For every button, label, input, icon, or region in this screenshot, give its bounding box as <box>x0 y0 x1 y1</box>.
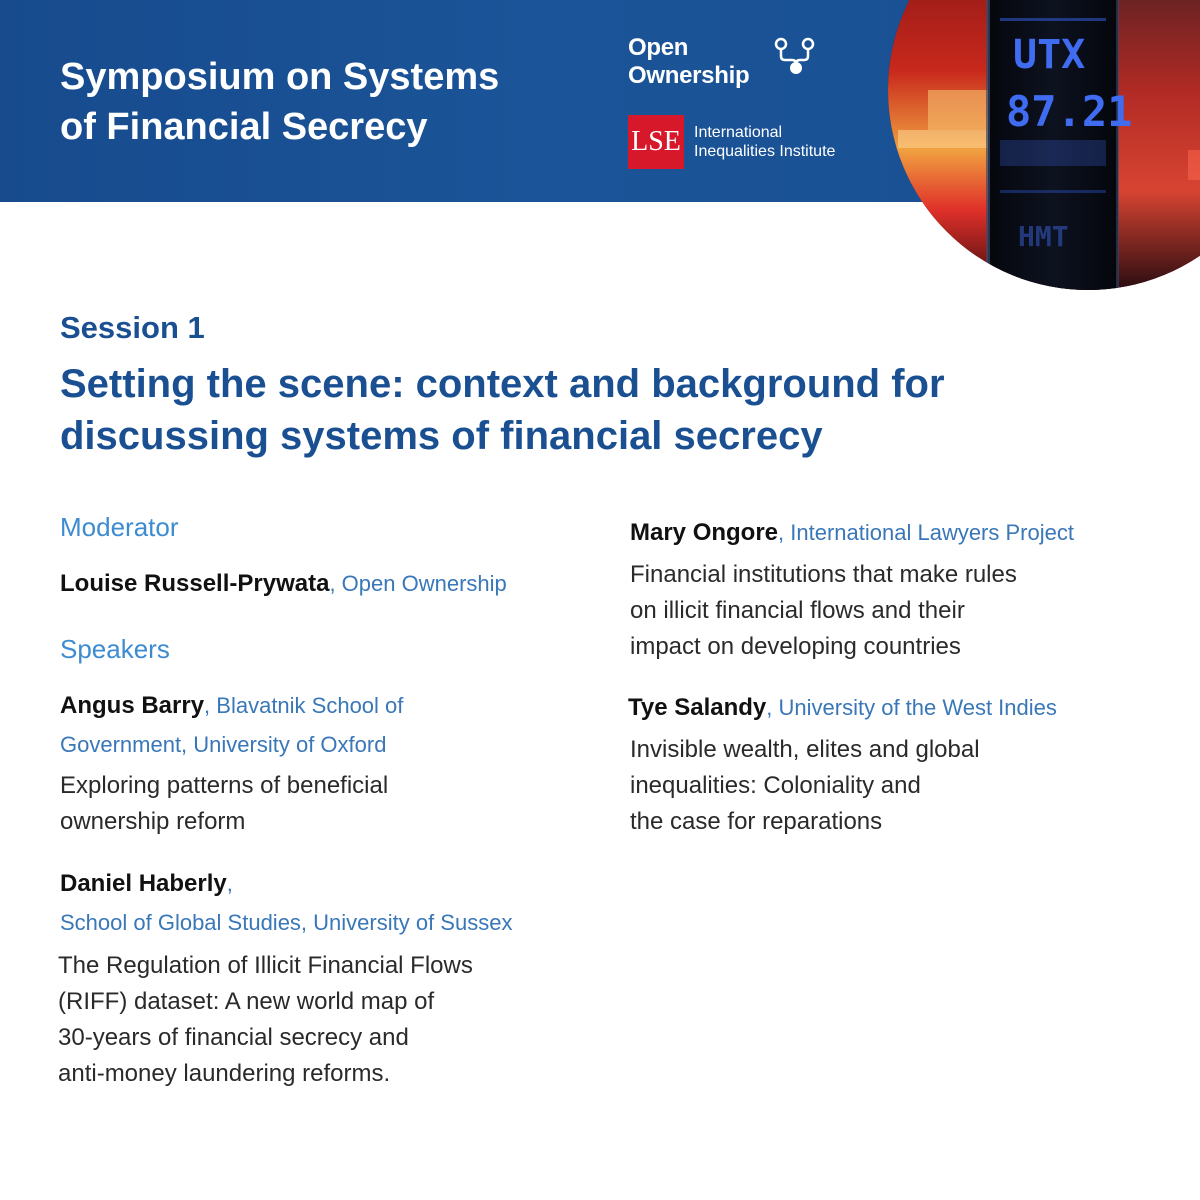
network-nodes-icon <box>774 36 816 76</box>
speaker-entry-tye-salandy <box>628 689 1057 727</box>
moderator-affiliation: Open Ownership <box>335 571 507 596</box>
talk-line: Invisible wealth, elites and global <box>630 736 980 763</box>
moderator-separator: , <box>329 571 336 596</box>
speaker-affiliation: International Lawyers Project <box>784 520 1074 545</box>
ticker-symbol-2: HMT <box>1018 220 1069 253</box>
talk-line: impact on developing countries <box>630 633 961 660</box>
session-title-line-1: Setting the scene: context and background for <box>60 362 945 406</box>
speaker-entry-angus-barry <box>60 687 403 725</box>
open-ownership-word-2: Ownership <box>628 62 750 89</box>
speaker-name: Angus Barry <box>60 692 205 719</box>
speakers-label: Speakers <box>60 634 170 664</box>
session-label: Session 1 <box>60 310 205 345</box>
speaker-entry-mary-ongore <box>630 514 1074 552</box>
session-title-line-2: discussing systems of financial secrecy <box>60 414 823 458</box>
talk-line: Exploring patterns of beneficial <box>60 772 389 799</box>
ticker-price: 87.21 <box>1006 87 1133 136</box>
event-title-line-1: Symposium on Systems <box>60 56 500 98</box>
lse-logo <box>628 115 888 169</box>
talk-line: The Regulation of Illicit Financial Flows <box>58 952 473 979</box>
speaker-talk-title <box>58 948 473 1092</box>
session-title <box>60 358 1160 462</box>
speaker-separator: , <box>204 693 211 718</box>
lse-institute-line-1: International <box>694 124 783 141</box>
stock-ticker-illustration <box>888 0 1200 290</box>
speaker-affiliation: University of the West Indies <box>772 695 1057 720</box>
speaker-talk-title <box>630 557 1017 665</box>
talk-line: inequalities: Coloniality and <box>630 772 921 799</box>
talk-line: ownership reform <box>60 808 246 835</box>
speaker-separator: , <box>778 520 785 545</box>
lse-institute-line-2: Inequalities Institute <box>694 143 836 160</box>
talk-line: Financial institutions that make rules <box>630 561 1017 588</box>
speaker-name: Tye Salandy <box>628 694 767 721</box>
speaker-separator: , <box>766 695 773 720</box>
talk-line: the case for reparations <box>630 808 883 835</box>
moderator-label: Moderator <box>60 512 179 542</box>
speaker-affiliation-continued: Government, University of Oxford <box>60 732 387 757</box>
event-title <box>60 52 580 152</box>
ticker-symbol: UTX <box>1013 32 1086 78</box>
speaker-name: Daniel Haberly <box>60 870 227 897</box>
open-ownership-wordmark <box>628 34 788 90</box>
speaker-affiliation: Blavatnik School of <box>210 693 404 718</box>
talk-line: 30-years of financial secrecy and <box>58 1024 409 1051</box>
talk-line: anti-money laundering reforms. <box>58 1060 391 1087</box>
speaker-talk-title <box>60 768 388 840</box>
lse-badge: LSE <box>628 115 684 169</box>
moderator-entry <box>60 565 507 603</box>
speaker-name: Mary Ongore <box>630 519 779 546</box>
lse-institute-name <box>694 123 884 161</box>
speaker-separator: , <box>226 871 233 896</box>
stock-ticker-photo <box>888 0 1200 290</box>
open-ownership-word-1: Open <box>628 34 689 61</box>
open-ownership-logo <box>628 34 828 94</box>
talk-line: (RIFF) dataset: A new world map of <box>58 988 435 1015</box>
event-title-line-2: of Financial Secrecy <box>60 106 428 148</box>
talk-line: on illicit financial flows and their <box>630 597 965 624</box>
speaker-talk-title <box>630 732 980 840</box>
speaker-affiliation-continued: School of Global Studies, University of Sussex <box>60 910 513 935</box>
speaker-entry-daniel-haberly <box>60 865 233 903</box>
moderator-name: Louise Russell-Prywata <box>60 570 330 597</box>
